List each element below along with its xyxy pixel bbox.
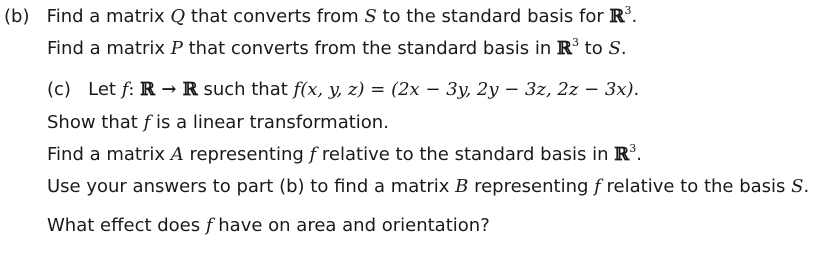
math-p: P: [170, 38, 183, 59]
text: relative to the standard basis in: [316, 144, 615, 165]
text: .: [631, 6, 638, 27]
math-f: f: [309, 144, 317, 165]
math-s: S: [364, 6, 377, 27]
part-b-question-2: [47, 38, 627, 60]
math-mapping: ℝ → ℝ: [140, 79, 198, 100]
math-s: S: [608, 38, 621, 59]
text: Use your answers to part (b) to find a matrix: [47, 176, 456, 197]
exponent: 3: [624, 4, 632, 17]
text: Let: [88, 79, 122, 100]
math-s: S: [791, 176, 804, 197]
math-f: f: [594, 176, 601, 197]
text: What effect does: [47, 215, 206, 236]
text: .: [803, 176, 810, 197]
math-reals: ℝ: [609, 6, 625, 27]
part-b-label: (b): [4, 6, 30, 27]
math-definition: (x, y, z) = (2x − 3y, 2y − 3z, 2z − 3x): [300, 79, 634, 100]
math-reals: ℝ: [556, 38, 572, 59]
text: that converts from: [185, 6, 365, 27]
part-c-find: [47, 144, 642, 166]
text: .: [636, 144, 642, 165]
text: .: [620, 38, 627, 59]
text: is a linear transformation.: [150, 112, 389, 133]
math-b: B: [455, 176, 469, 197]
text: Find a matrix: [46, 6, 171, 27]
part-c-label: (c): [47, 79, 71, 100]
math-reals: ℝ: [614, 144, 630, 165]
text: have on area and orientation?: [212, 215, 490, 236]
part-c-effect: [47, 215, 490, 237]
text: Find a matrix: [47, 144, 171, 165]
math-a: A: [170, 144, 184, 165]
math-f: f: [121, 79, 129, 100]
math-f: f: [293, 79, 301, 100]
text: representing: [468, 176, 595, 197]
math-f: f: [143, 112, 151, 133]
math-q: Q: [170, 6, 186, 27]
math-f: f: [205, 215, 213, 236]
text: representing: [183, 144, 310, 165]
exponent: 3: [629, 142, 637, 155]
text: such that: [197, 79, 294, 100]
part-c-use: [47, 176, 809, 198]
text: .: [633, 79, 640, 100]
part-b-question-1: [4, 6, 637, 28]
part-c-show: [47, 112, 389, 134]
exponent: 3: [571, 36, 579, 49]
part-c-intro: [47, 79, 639, 101]
text: to the standard basis for: [376, 6, 610, 27]
text: Find a matrix: [47, 38, 171, 59]
text: relative to the basis: [600, 176, 792, 197]
text: :: [128, 79, 141, 100]
text: Show that: [47, 112, 144, 133]
text: that converts from the standard basis in: [182, 38, 557, 59]
text: to: [578, 38, 609, 59]
